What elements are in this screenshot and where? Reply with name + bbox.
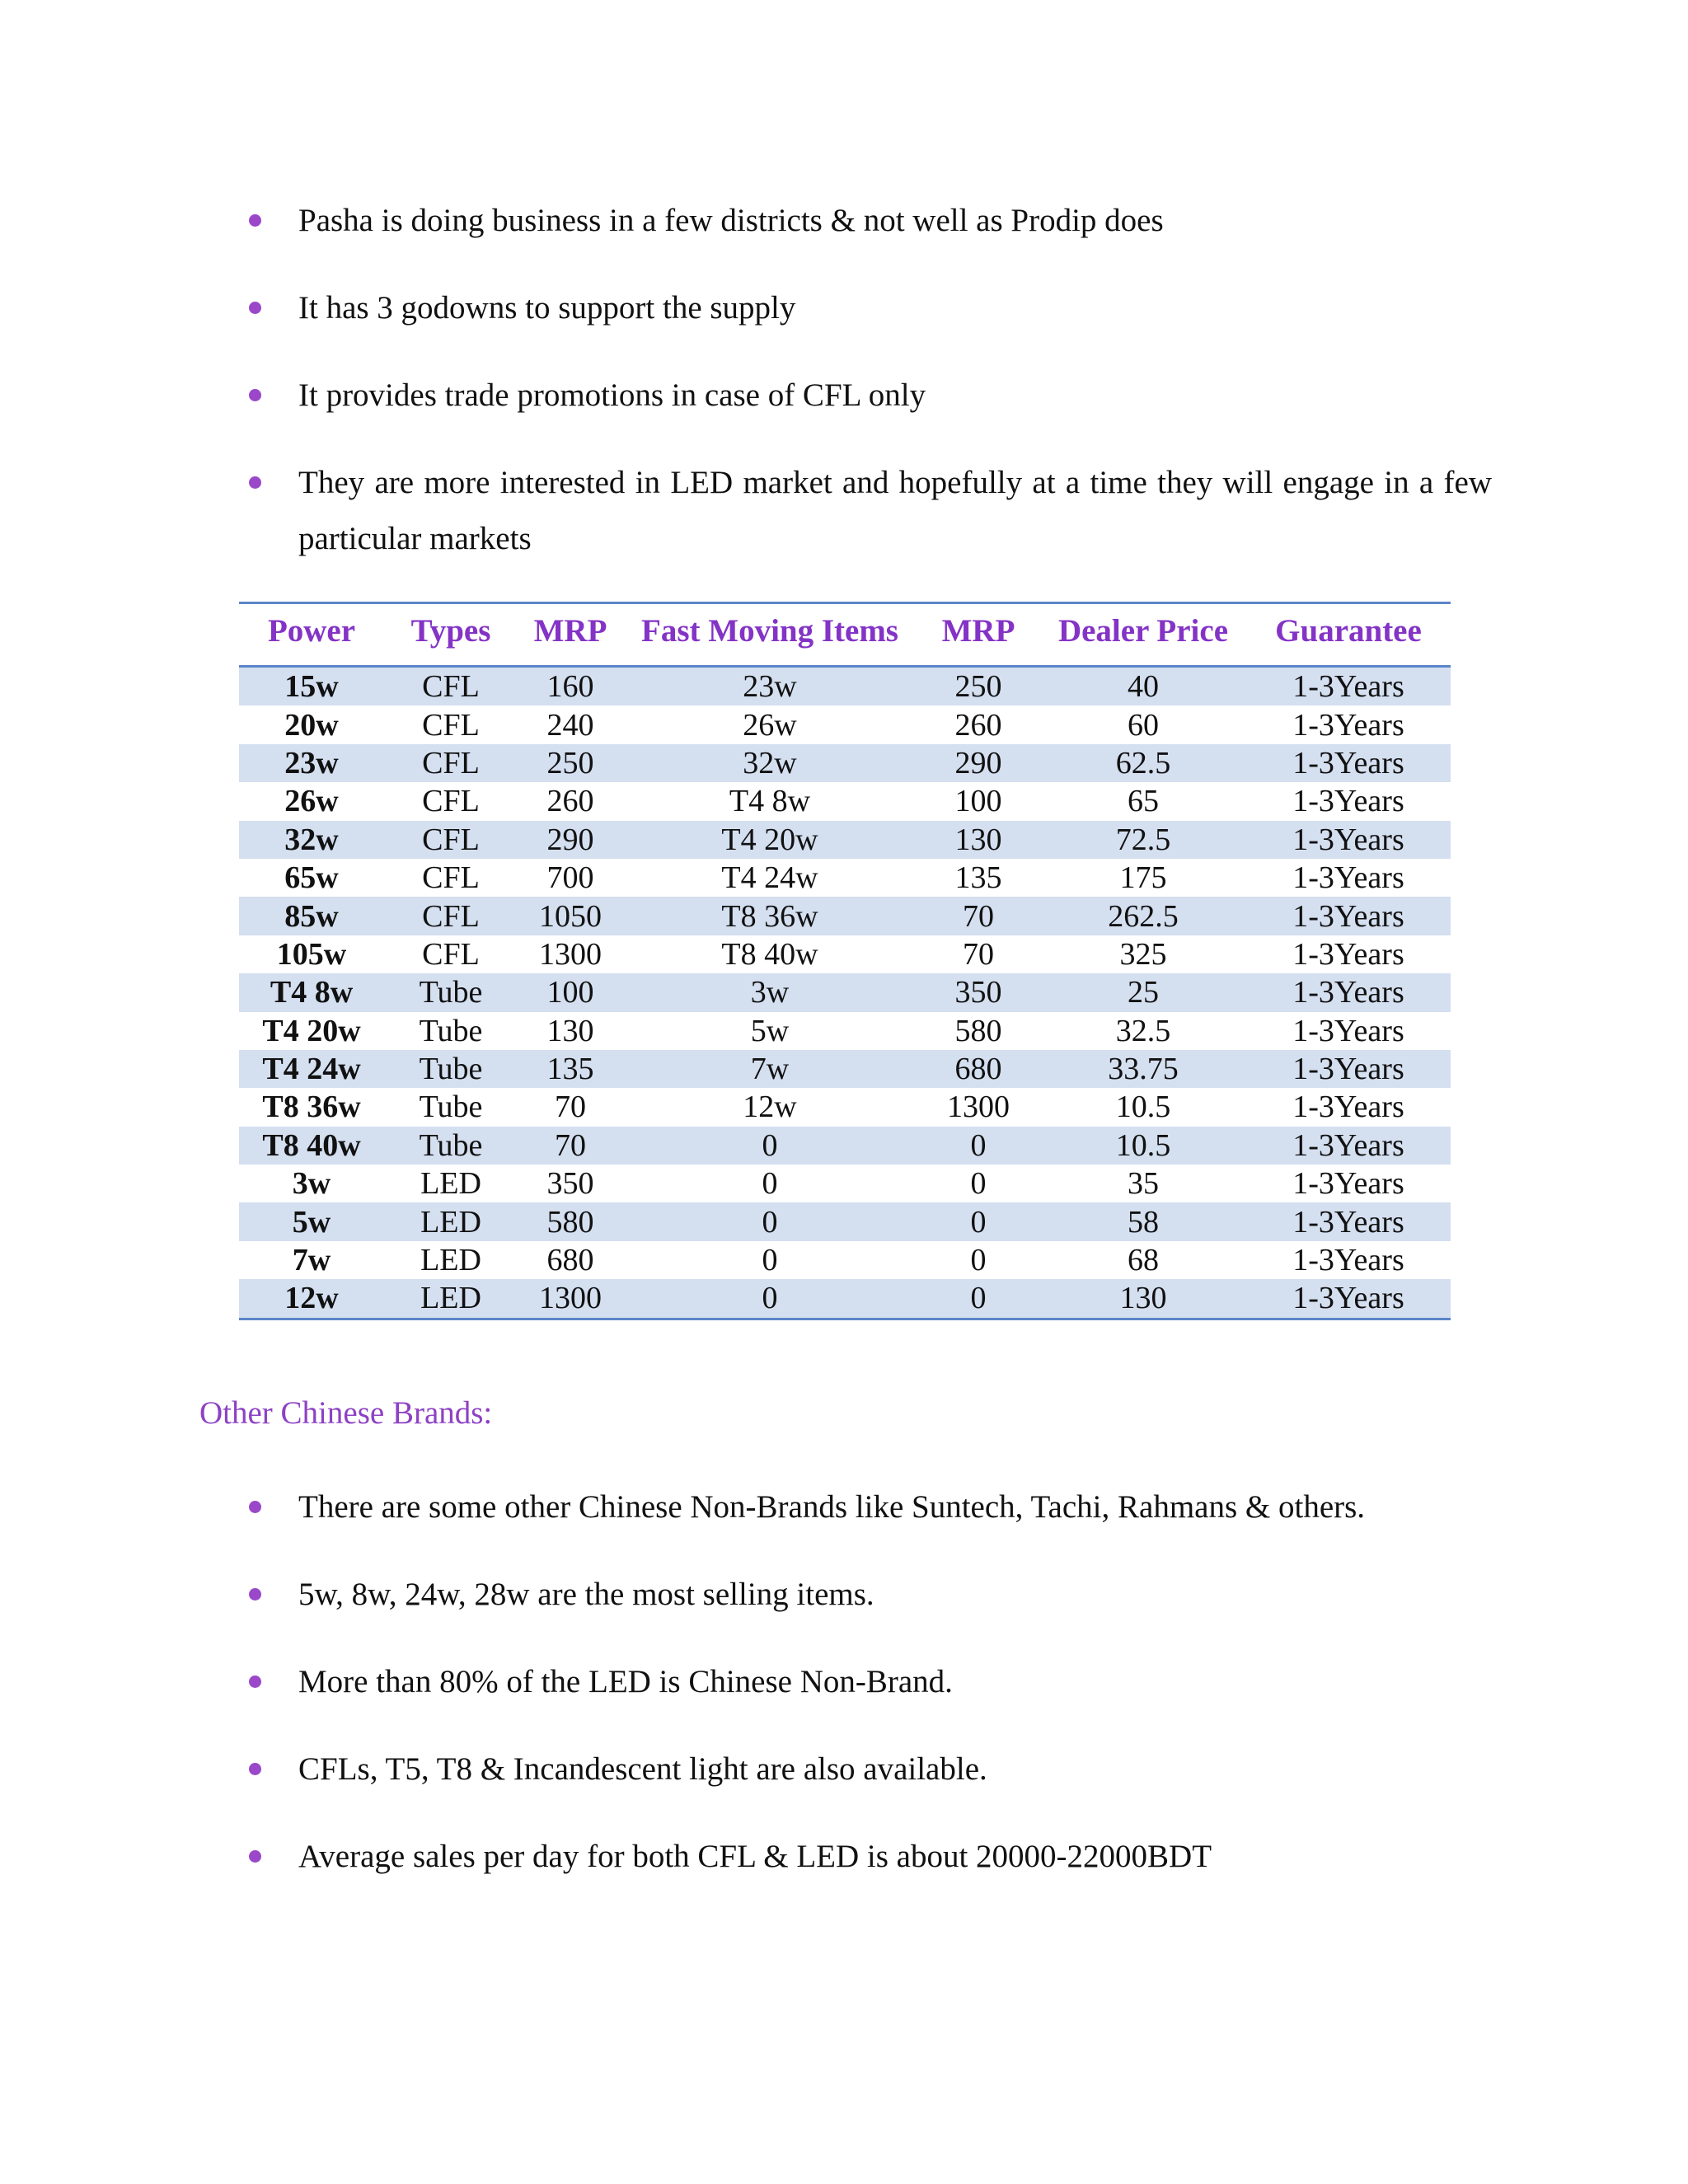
table-cell: 262.5 xyxy=(1040,897,1246,935)
table-cell: 0 xyxy=(623,1127,917,1165)
column-header: Dealer Price xyxy=(1040,603,1246,667)
column-header: Power xyxy=(239,603,384,667)
table-cell: CFL xyxy=(422,936,480,972)
bullet-text: Average sales per day for both CFL & LED is about 20000-22000BDT xyxy=(298,1839,1212,1874)
table-cell: CFL xyxy=(422,860,480,896)
bullet-dot-icon xyxy=(249,214,261,227)
table-cell: 1-3Years xyxy=(1246,744,1451,782)
table-cell: 250 xyxy=(917,667,1040,706)
table-cell: T8 36w xyxy=(262,1090,361,1125)
table-cell: T8 40w xyxy=(239,1127,384,1165)
table-cell: 12w xyxy=(743,1090,797,1125)
table-cell: 0 xyxy=(970,1243,987,1278)
bullet-text: They are more interested in LED market and hopefully at a time they will engage in a few particular markets xyxy=(298,465,1492,556)
table-cell: 12w xyxy=(239,1279,384,1319)
bullet-text: 5w, 8w, 24w, 28w are the most selling items. xyxy=(298,1577,874,1612)
table-cell: T4 20w xyxy=(262,1013,361,1048)
price-table-container xyxy=(239,602,1451,1320)
table-cell: 105w xyxy=(276,936,347,972)
column-header: MRP xyxy=(917,603,1040,667)
table-cell: 72.5 xyxy=(1040,821,1246,859)
bullet-dot-icon xyxy=(249,302,261,314)
table-row xyxy=(239,1050,1451,1088)
table-cell: 1-3Years xyxy=(1292,936,1404,972)
bullet-item xyxy=(247,193,1492,249)
table-cell: 0 xyxy=(917,1279,1040,1319)
table-row xyxy=(239,935,1451,973)
table-cell: 5w xyxy=(239,1202,384,1240)
table-cell: 130 xyxy=(546,1013,594,1048)
table-cell: Tube xyxy=(419,1013,483,1048)
table-cell: 1-3Years xyxy=(1292,784,1404,819)
table-cell: LED xyxy=(420,1166,481,1202)
table-cell: 350 xyxy=(546,1166,594,1202)
table-cell: 1050 xyxy=(518,897,623,935)
table-row xyxy=(239,1241,1451,1279)
table-cell: 35 xyxy=(1128,1166,1159,1202)
table-body xyxy=(239,667,1451,1319)
bullet-text: More than 80% of the LED is Chinese Non-Brand. xyxy=(298,1664,953,1699)
table-cell: 23w xyxy=(239,744,384,782)
table-cell: 260 xyxy=(546,784,594,819)
table-cell: 680 xyxy=(546,1243,594,1278)
table-cell: Tube xyxy=(419,1090,483,1125)
table-cell: 0 xyxy=(623,1202,917,1240)
table-cell: 135 xyxy=(954,860,1002,896)
table-cell: 26w xyxy=(284,784,339,819)
table-cell: 68 xyxy=(1128,1243,1159,1278)
table-cell: 260 xyxy=(954,707,1002,743)
table-row xyxy=(239,1088,1451,1126)
table-cell: LED xyxy=(384,1279,518,1319)
table-cell: 62.5 xyxy=(1040,744,1246,782)
table-cell: CFL xyxy=(422,784,480,819)
table-cell: 15w xyxy=(239,667,384,706)
bullet-dot-icon xyxy=(249,1850,261,1863)
bullet-item xyxy=(247,1479,1492,1535)
table-cell: 32w xyxy=(623,744,917,782)
table-cell: 1-3Years xyxy=(1246,1050,1451,1088)
table-cell: CFL xyxy=(384,744,518,782)
bullet-item xyxy=(247,455,1492,567)
table-cell: 0 xyxy=(762,1166,778,1202)
table-cell: 23w xyxy=(623,667,917,706)
bullet-text: It provides trade promotions in case of CFL only xyxy=(298,377,926,413)
column-header: MRP xyxy=(518,603,623,667)
table-cell: 290 xyxy=(917,744,1040,782)
table-cell: T4 8w xyxy=(239,973,384,1011)
table-row xyxy=(239,897,1451,935)
bullet-dot-icon xyxy=(249,1675,261,1688)
table-cell: 65 xyxy=(1128,784,1159,819)
table-cell: 5w xyxy=(750,1013,790,1048)
table-cell: 325 xyxy=(1119,936,1167,972)
table-cell: T8 36w xyxy=(623,897,917,935)
table-row xyxy=(239,667,1451,706)
table-cell: 580 xyxy=(518,1202,623,1240)
intro-bullet-list xyxy=(247,193,1492,598)
table-row xyxy=(239,705,1451,743)
bullet-text: There are some other Chinese Non-Brands like Suntech, Tachi, Rahmans & others. xyxy=(298,1489,1366,1525)
table-row xyxy=(239,1165,1451,1202)
table-cell: 32.5 xyxy=(1115,1013,1171,1048)
table-row xyxy=(239,1012,1451,1050)
table-cell: 1300 xyxy=(539,936,602,972)
chinese-brands-bullet-list xyxy=(247,1479,1492,1916)
table-cell: 32w xyxy=(239,821,384,859)
table-cell: LED xyxy=(384,1202,518,1240)
bullet-item xyxy=(247,280,1492,336)
column-header: Types xyxy=(384,603,518,667)
table-row xyxy=(239,821,1451,859)
table-cell: 1-3Years xyxy=(1246,667,1451,706)
table-cell: 70 xyxy=(963,936,994,972)
bullet-item xyxy=(247,1829,1492,1885)
table-cell: 1-3Years xyxy=(1292,707,1404,743)
bullet-dot-icon xyxy=(249,1763,261,1775)
table-cell: 350 xyxy=(917,973,1040,1011)
table-row xyxy=(239,1127,1451,1165)
table-cell: 10.5 xyxy=(1040,1127,1246,1165)
table-cell: 1-3Years xyxy=(1292,1166,1404,1202)
table-cell: CFL xyxy=(422,707,480,743)
table-cell: 10.5 xyxy=(1115,1090,1171,1125)
table-cell: 160 xyxy=(518,667,623,706)
table-cell: T4 24w xyxy=(239,1050,384,1088)
table-cell: 3w xyxy=(623,973,917,1011)
table-cell: 1-3Years xyxy=(1292,1090,1404,1125)
table-cell: Tube xyxy=(384,1127,518,1165)
bullet-text: CFLs, T5, T8 & Incandescent light are also available. xyxy=(298,1751,987,1787)
table-cell: 1-3Years xyxy=(1246,1279,1451,1319)
table-cell: 0 xyxy=(970,1166,987,1202)
section-heading: Other Chinese Brands: xyxy=(199,1395,493,1431)
bullet-dot-icon xyxy=(249,1501,261,1513)
table-cell: 58 xyxy=(1040,1202,1246,1240)
table-row xyxy=(239,973,1451,1011)
bullet-dot-icon xyxy=(249,389,261,401)
table-cell: CFL xyxy=(384,897,518,935)
table-cell: 1-3Years xyxy=(1292,1243,1404,1278)
table-cell: 580 xyxy=(954,1013,1002,1048)
table-cell: 100 xyxy=(518,973,623,1011)
table-cell: 3w xyxy=(292,1166,331,1202)
bullet-item xyxy=(247,368,1492,424)
table-cell: 26w xyxy=(743,707,797,743)
table-cell: 33.75 xyxy=(1040,1050,1246,1088)
table-cell: 40 xyxy=(1040,667,1246,706)
table-cell: 7w xyxy=(623,1050,917,1088)
table-cell: 70 xyxy=(555,1090,586,1125)
table-cell: LED xyxy=(420,1243,481,1278)
bullet-dot-icon xyxy=(249,476,261,489)
bullet-item xyxy=(247,1741,1492,1797)
table-header-row xyxy=(239,603,1451,667)
table-cell: 0 xyxy=(762,1243,778,1278)
table-cell: 65w xyxy=(284,860,339,896)
table-cell: CFL xyxy=(384,821,518,859)
table-cell: 1-3Years xyxy=(1246,973,1451,1011)
table-cell: 25 xyxy=(1040,973,1246,1011)
table-cell: 1-3Years xyxy=(1246,1127,1451,1165)
table-row xyxy=(239,859,1451,897)
table-cell: 1-3Years xyxy=(1292,1013,1404,1048)
table-cell: T4 8w xyxy=(729,784,811,819)
table-cell: Tube xyxy=(384,1050,518,1088)
table-cell: 7w xyxy=(292,1243,331,1278)
table-cell: Tube xyxy=(384,973,518,1011)
table-cell: 1-3Years xyxy=(1246,1202,1451,1240)
table-cell: 175 xyxy=(1119,860,1167,896)
table-cell: 85w xyxy=(239,897,384,935)
bullet-item xyxy=(247,1654,1492,1710)
table-row xyxy=(239,1279,1451,1319)
bullet-text: Pasha is doing business in a few districts & not well as Prodip does xyxy=(298,203,1164,238)
table-cell: 130 xyxy=(1040,1279,1246,1319)
table-cell: 240 xyxy=(546,707,594,743)
bullet-text: It has 3 godowns to support the supply xyxy=(298,290,796,326)
table-cell: 1-3Years xyxy=(1246,821,1451,859)
table-cell: 290 xyxy=(518,821,623,859)
column-header: Fast Moving Items xyxy=(623,603,917,667)
table-cell: T8 40w xyxy=(721,936,818,972)
table-cell: T4 20w xyxy=(623,821,917,859)
table-cell: T4 24w xyxy=(721,860,818,896)
table-cell: 0 xyxy=(917,1202,1040,1240)
table-cell: 700 xyxy=(546,860,594,896)
table-row xyxy=(239,744,1451,782)
table-cell: 0 xyxy=(623,1279,917,1319)
table-row xyxy=(239,782,1451,820)
table-cell: 1300 xyxy=(518,1279,623,1319)
table-cell: 1-3Years xyxy=(1246,897,1451,935)
table-cell: 70 xyxy=(518,1127,623,1165)
table-cell: 1300 xyxy=(947,1090,1010,1125)
bullet-dot-icon xyxy=(249,1588,261,1601)
table-cell: 135 xyxy=(518,1050,623,1088)
table-cell: 130 xyxy=(917,821,1040,859)
table-cell: 100 xyxy=(954,784,1002,819)
table-cell: 680 xyxy=(917,1050,1040,1088)
table-row xyxy=(239,1202,1451,1240)
bullet-item xyxy=(247,1567,1492,1623)
table-cell: 0 xyxy=(917,1127,1040,1165)
table-cell: 20w xyxy=(284,707,339,743)
column-header: Guarantee xyxy=(1246,603,1451,667)
table-cell: 1-3Years xyxy=(1292,860,1404,896)
table-cell: 250 xyxy=(518,744,623,782)
table-cell: CFL xyxy=(384,667,518,706)
price-table xyxy=(239,602,1451,1320)
table-cell: 70 xyxy=(917,897,1040,935)
table-cell: 60 xyxy=(1128,707,1159,743)
